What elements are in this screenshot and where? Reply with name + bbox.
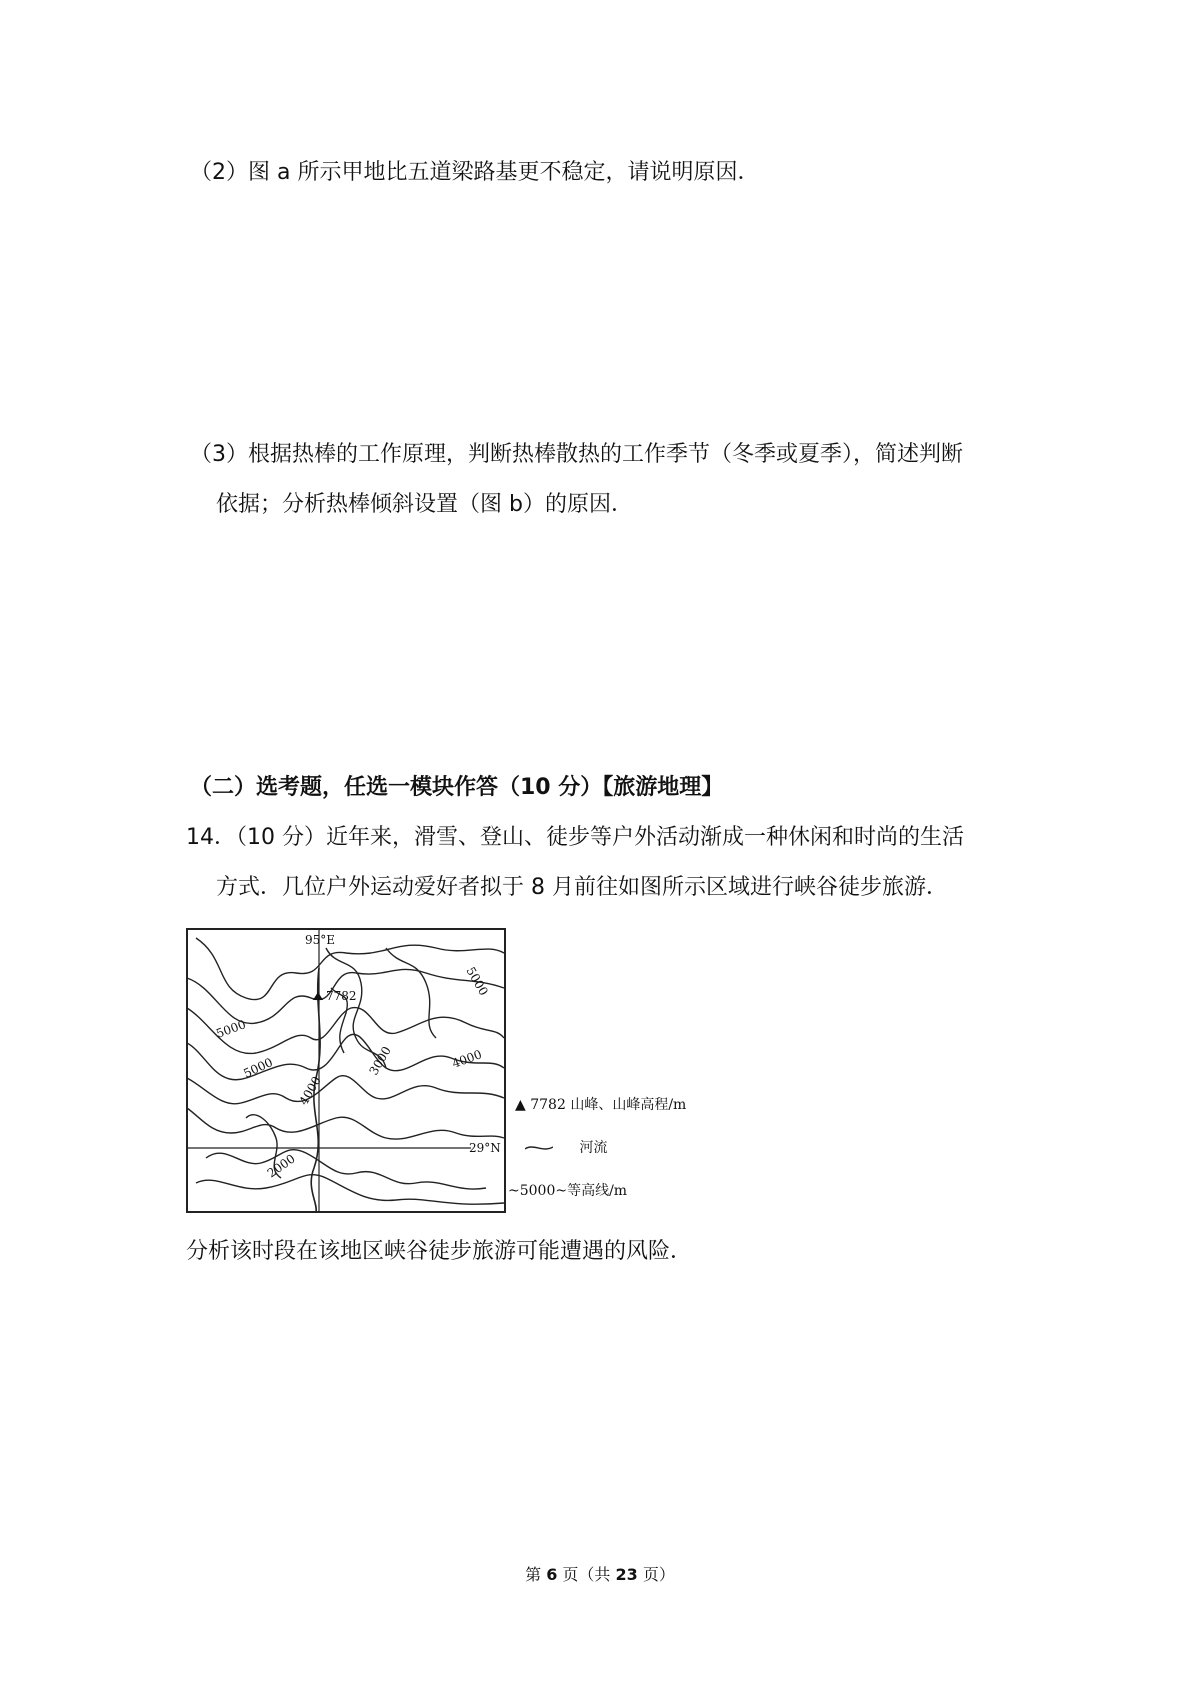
peak-marker-icon bbox=[313, 992, 323, 1000]
question-3-line-1: （3）根据热棒的工作原理，判断热棒散热的工作季节（冬季或夏季），简述判断 bbox=[190, 442, 963, 467]
page-footer bbox=[0, 1562, 1200, 1585]
footer-total-pages: 23 bbox=[615, 1565, 638, 1584]
footer-prefix: 第 bbox=[525, 1565, 542, 1584]
river-symbol-icon bbox=[525, 1143, 553, 1153]
legend-contour-label: ~5000~等高线/m bbox=[508, 1183, 628, 1199]
contour-map bbox=[186, 928, 506, 1213]
contour-label: 5000 bbox=[241, 1055, 275, 1081]
footer-middle: 页（共 bbox=[562, 1565, 611, 1584]
question-3-line-2: 依据；分析热棒倾斜设置（图 b）的原因． bbox=[216, 492, 633, 517]
longitude-label: 95°E bbox=[305, 933, 336, 947]
legend-peak-label: 7782 山峰、山峰高程/m bbox=[530, 1097, 687, 1113]
contour-label: 3000 bbox=[366, 1044, 394, 1078]
contour-label: 4000 bbox=[450, 1047, 484, 1071]
analysis-question: 分析该时段在该地区峡谷徒步旅游可能遭遇的风险． bbox=[186, 1239, 693, 1264]
peak-triangle-icon: ▲ bbox=[515, 1097, 526, 1113]
legend-river-label: 河流 bbox=[579, 1140, 608, 1156]
contour-label: 5000 bbox=[463, 964, 491, 998]
footer-suffix: 页） bbox=[642, 1565, 675, 1584]
legend-contour bbox=[508, 1180, 627, 1200]
legend-peak bbox=[515, 1094, 686, 1114]
contour-label: 5000 bbox=[214, 1017, 248, 1041]
question-14-line-2: 方式．几位户外运动爱好者拟于 8 月前往如图所示区域进行峡谷徒步旅游． bbox=[216, 875, 948, 900]
contour-label: 4000 bbox=[296, 1074, 324, 1108]
question-14-line-1: 14．（10 分）近年来，滑雪、登山、徒步等户外活动渐成一种休闲和时尚的生活 bbox=[186, 825, 964, 850]
legend-river bbox=[525, 1137, 607, 1157]
footer-page-number: 6 bbox=[546, 1565, 558, 1584]
peak-elevation-label: 7782 bbox=[326, 989, 357, 1003]
contour-label: 2000 bbox=[264, 1151, 298, 1181]
question-2: （2）图 a 所示甲地比五道梁路基更不稳定，请说明原因． bbox=[190, 160, 760, 185]
latitude-label: 29°N bbox=[469, 1141, 501, 1155]
section-heading: （二）选考题，任选一模块作答（10 分）【旅游地理】 bbox=[190, 775, 724, 800]
